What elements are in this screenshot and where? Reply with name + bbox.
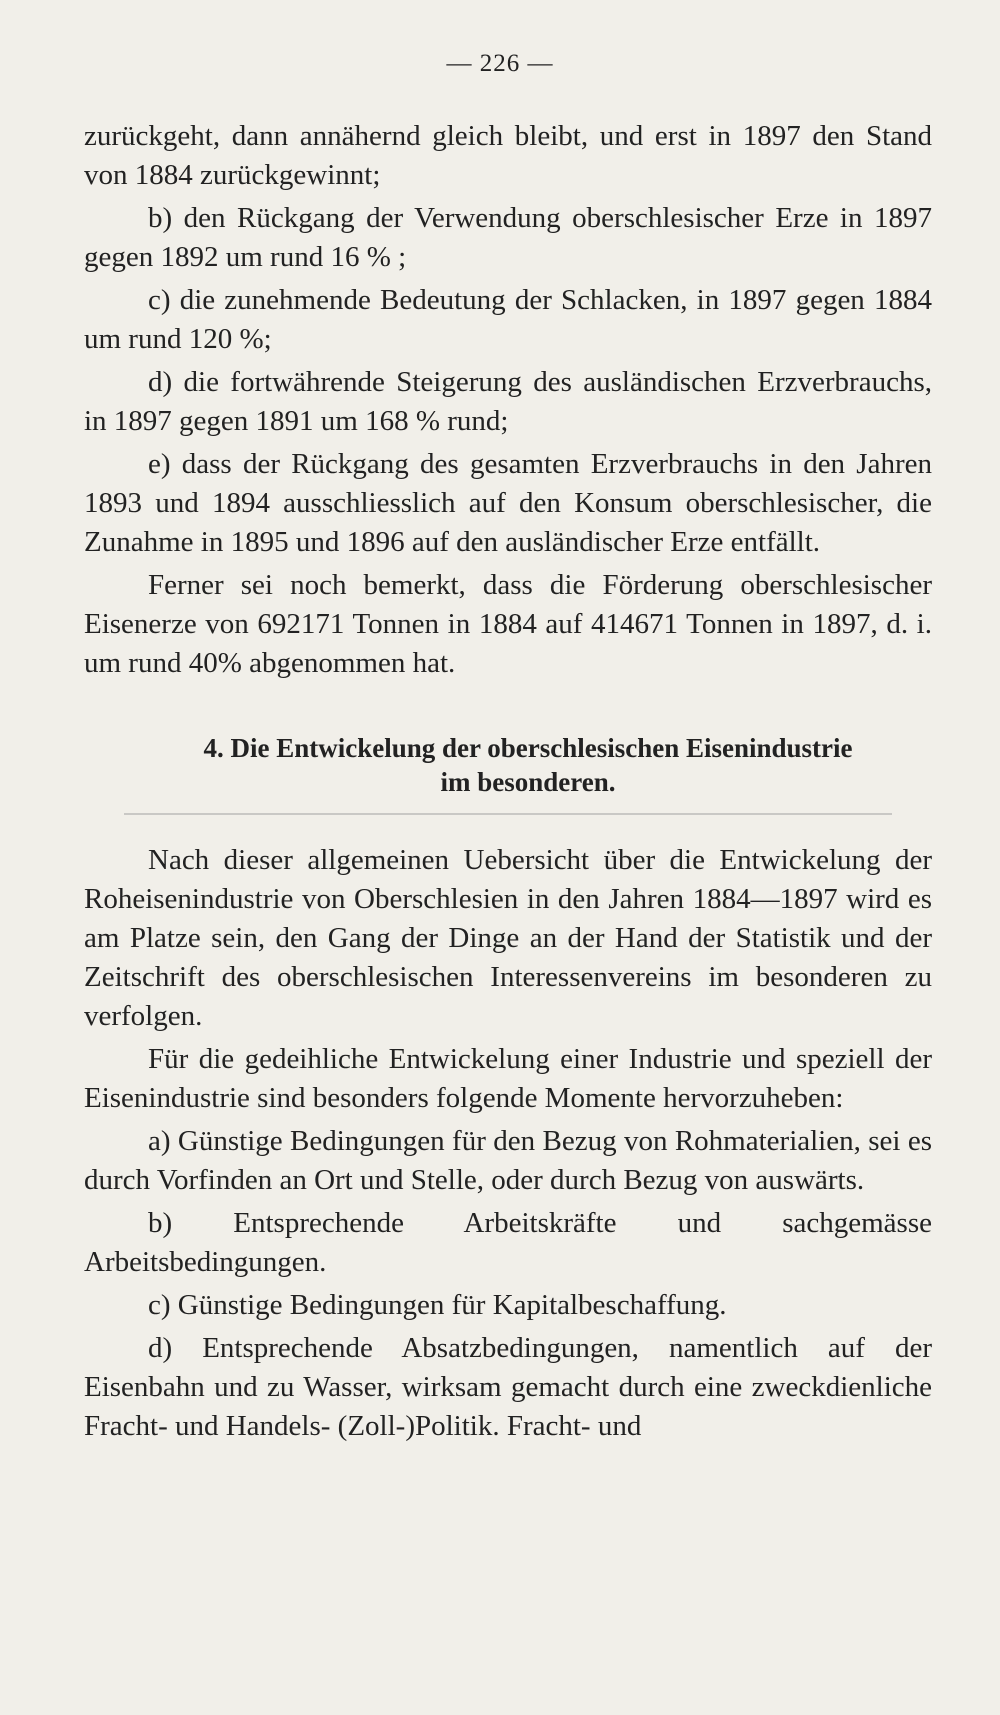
- list-item-c: c) die zunehmende Bedeutung der Schlacken, in 1897 gegen 1884 um rund 120 %;: [84, 284, 932, 355]
- paragraph-ferner: Ferner sei noch bemerkt, dass die Förderung oberschlesischer Eisenerze von 692171 Tonnen in 1884 auf 414671 Tonnen in 1897, d. i. um rund 40% abgenommen hat.: [84, 569, 932, 679]
- paragraph-uebersicht: Nach dieser allgemeinen Uebersicht über die Entwickelung der Roheisenindustrie von Oberschlesien in den Jahren 1884—1897 wird es am Platze sein, den Gang der Dinge an der Hand der Statistik und der Zeitschrift des oberschlesischen Interessenvereins im besonderen zu verfolgen.: [84, 844, 932, 1032]
- list-item-b: b) den Rückgang der Verwendung oberschlesischer Erze in 1897 gegen 1892 um rund 16 % ;: [84, 202, 932, 273]
- paragraph-momente: Für die gedeihliche Entwickelung einer Industrie und speziell der Eisenindustrie sind besonders folgende Momente hervorzuheben:: [84, 1043, 932, 1114]
- moment-d: d) Entsprechende Absatzbedingungen, namentlich auf der Eisenbahn und zu Wasser, wirksam gemacht durch eine zweckdienliche Fracht- und Handels- (Zoll-)Politik. Fracht- und: [84, 1332, 932, 1442]
- list-item-d: d) die fortwährende Steigerung des ausländischen Erzverbrauchs, in 1897 gegen 1891 um 168 % rund;: [84, 366, 932, 437]
- paragraph-continuation: zurückgeht, dann annähernd gleich bleibt, und erst in 1897 den Stand von 1884 zurückgewinnt;: [84, 120, 932, 191]
- moment-a: a) Günstige Bedingungen für den Bezug von Rohmaterialien, sei es durch Vorfinden an Ort und Stelle, oder durch Bezug von auswärts.: [84, 1125, 932, 1196]
- page-number: — 226 —: [446, 50, 554, 77]
- list-item-e: e) dass der Rückgang des gesamten Erzverbrauchs in den Jahren 1893 und 1894 ausschliesslich auf den Konsum oberschlesischer, die Zunahme in 1895 und 1896 auf den ausländischer Erze entfällt.: [84, 448, 932, 558]
- section-heading-line1: 4. Die Entwickelung der oberschlesischen Eisenindustrie: [203, 733, 853, 763]
- section-heading: [84, 731, 932, 799]
- moment-b: b) Entsprechende Arbeitskräfte und sachgemässe Arbeitsbedingungen.: [84, 1207, 932, 1278]
- moment-c: c) Günstige Bedingungen für Kapitalbeschaffung.: [148, 1289, 727, 1321]
- body-text: [84, 117, 932, 1446]
- section-heading-line2: im besonderen.: [440, 767, 616, 797]
- divider: [124, 813, 892, 815]
